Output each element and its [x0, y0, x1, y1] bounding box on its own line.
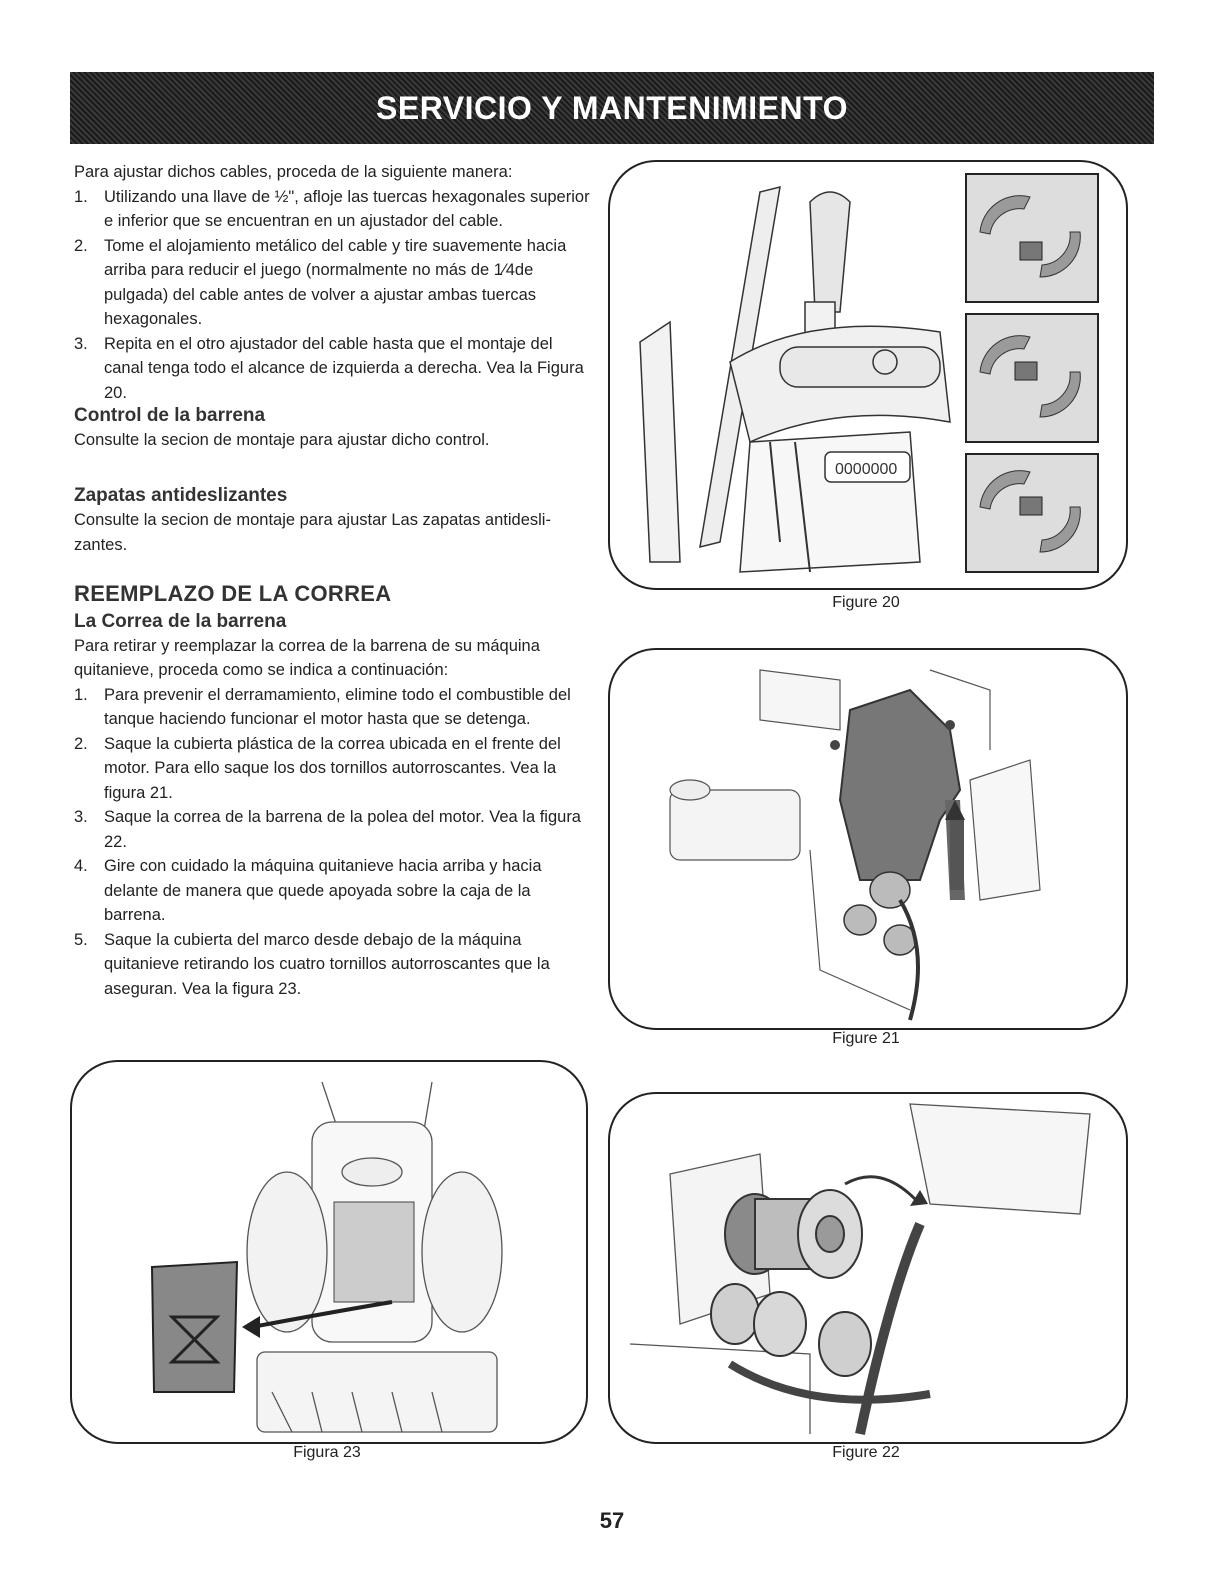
step-number: 2. — [74, 236, 88, 255]
belt-replacement-heading: REEMPLAZO DE LA CORREA — [74, 581, 392, 606]
figure-23-caption: Figura 23 — [293, 1444, 361, 1461]
auger-control-text: Consulte la secion de montaje para ajustar dicho control. — [74, 431, 490, 449]
step-number: 3. — [74, 808, 88, 826]
step-number: 1. — [74, 685, 88, 704]
step-number: 5. — [74, 930, 88, 949]
step-text: Utilizando una llave de ½", afloje las tuercas hexagonales superior e inferior que se encuentran en un ajustador del cable. — [104, 187, 590, 230]
step-number: 3. — [74, 334, 88, 353]
belt-lead: Para retirar y reemplazar la correa de la barrena de su máquina quitanieve, proceda como se indica a continuación: — [74, 636, 540, 679]
step-text: Para prevenir el derramamiento, elimine todo el combustible del tanque haciendo funcionar el motor hasta que se detenga. — [104, 685, 571, 728]
belt-steps — [74, 683, 594, 1002]
skid-shoes-section — [74, 484, 574, 557]
step-number: 4. — [74, 857, 88, 875]
step-number: 1. — [74, 187, 88, 206]
list-item — [74, 805, 594, 854]
step-text: Saque la correa de la barrena de la polea del motor. Vea la figura 22. — [104, 808, 581, 851]
figure-22-illustration — [608, 1092, 1128, 1444]
skid-shoes-text: Consulte la secion de montaje para ajustar Las zapatas antidesli- zantes. — [74, 511, 551, 554]
step-number: 2. — [74, 734, 88, 753]
step-text: Tome el alojamiento metálico del cable y tire suavemente hacia arriba para reducir el juego (normalmente no más de 1⁄4de pulgada) del cable antes de volver a ajustar ambas tuercas hexagonales. — [104, 236, 567, 328]
skid-shoes-heading: Zapatas antideslizantes — [74, 485, 288, 506]
figure-22-caption: Figure 22 — [832, 1444, 900, 1461]
page-title: SERVICIO Y MANTENIMIENTO — [376, 89, 848, 126]
auger-control-heading: Control de la barrena — [74, 405, 266, 426]
list-item — [74, 732, 594, 806]
svg-text:0000000: 0000000 — [835, 461, 898, 478]
step-text: Saque la cubierta plástica de la correa ubicada en el frente del motor. Para ello saque los dos tornillos autorroscantes. Vea la figura 21. — [104, 734, 561, 802]
intro-lead: Para ajustar dichos cables, proceda de la siguiente manera: — [74, 163, 513, 181]
figure-20-caption: Figure 20 — [832, 594, 900, 611]
auger-belt-subheading: La Correa de la barrena — [74, 610, 287, 632]
list-item — [74, 185, 594, 234]
auger-control-section — [74, 404, 594, 453]
list-item — [74, 854, 594, 928]
list-item — [74, 683, 594, 732]
list-item — [74, 928, 594, 1002]
list-item — [74, 332, 594, 406]
list-item — [74, 234, 594, 332]
step-text: Saque la cubierta del marco desde debajo de la máquina quitanieve retirando los cuatro tornillos autorroscantes que la aseguran. Vea la figura 23. — [104, 930, 550, 998]
figure-20-illustration — [608, 160, 1128, 590]
intro-steps — [74, 185, 594, 406]
figure-23-illustration — [70, 1060, 588, 1444]
step-text: Repita en el otro ajustador del cable hasta que el montaje del canal tenga todo el alcance de izquierda a derecha. Vea la Figura 20. — [104, 334, 584, 402]
step-text: Gire con cuidado la máquina quitanieve hacia arriba y hacia delante de manera que quede apoyada sobre la caja de la barrena. — [104, 857, 542, 924]
figure-21-caption: Figure 21 — [832, 1030, 900, 1047]
page-number: 57 — [599, 1508, 625, 1533]
intro-section — [74, 160, 594, 405]
page-header-banner — [70, 72, 1154, 144]
figure-21-illustration — [608, 648, 1128, 1030]
belt-replacement-section — [74, 582, 594, 1001]
